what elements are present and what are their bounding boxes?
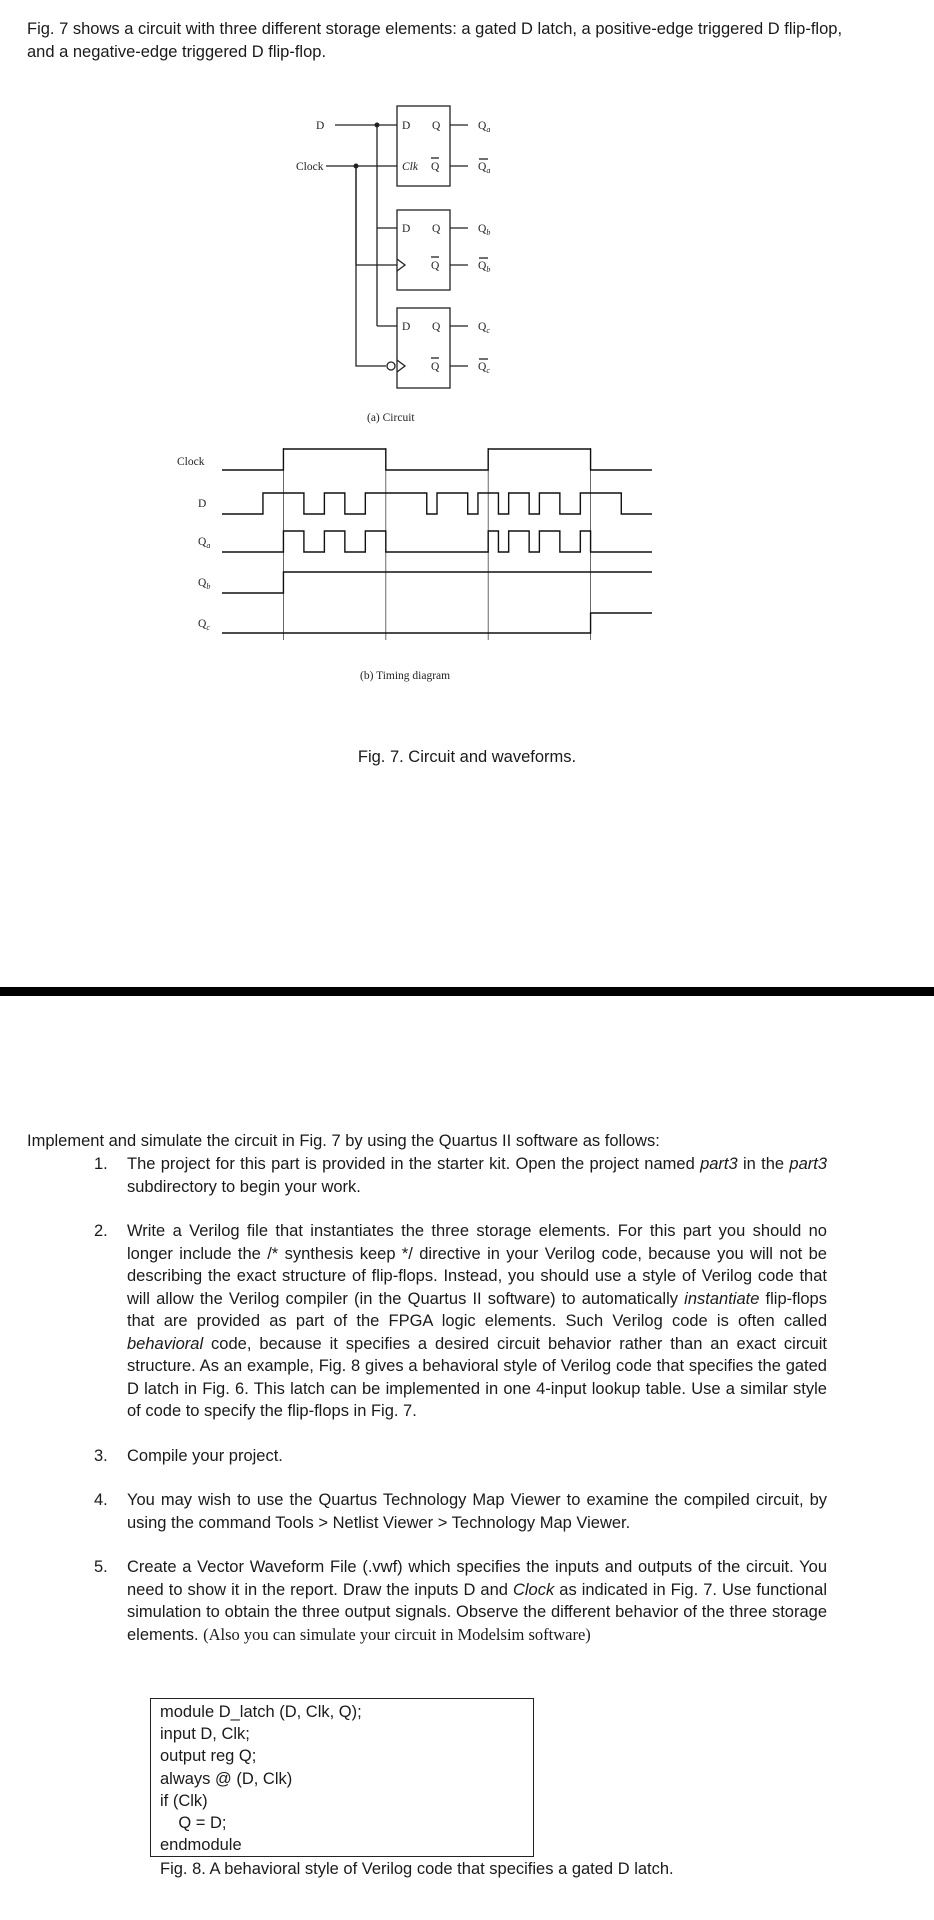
latch-q-pin: Q bbox=[432, 120, 441, 132]
out-qb-label: $Q_b$ bbox=[478, 223, 491, 237]
ff-c-q-pin: Q bbox=[432, 321, 441, 333]
ff-c-d-pin: D bbox=[402, 321, 411, 333]
latch-box bbox=[397, 106, 450, 186]
step-3: 3. Compile your project. bbox=[94, 1446, 283, 1465]
fig8-caption: Fig. 8. A behavioral style of Verilog code that specifies a gated D latch. bbox=[160, 1860, 674, 1878]
step-1: 1. The project for this part is provided in the starter kit. Open the project named part3 in the part3 subdirectory to begin your work. bbox=[94, 1155, 827, 1196]
code-line: input D, Clk; bbox=[160, 1725, 250, 1744]
latch-qbar-pin: Q bbox=[431, 161, 440, 173]
code-line: module D_latch (D, Clk, Q); bbox=[160, 1703, 362, 1721]
timing-label-qa: $Q_a$ bbox=[198, 536, 211, 550]
out-qc-label: $Q_c$ bbox=[478, 321, 490, 335]
intro-paragraph: Fig. 7 shows a circuit with three different storage elements: a gated D latch, a positive-edge triggered D flip-flop, and a negative-edge triggered D flip-flop. bbox=[27, 20, 843, 61]
steps-list bbox=[0, 1153, 934, 1646]
ff-b-d-pin: D bbox=[402, 223, 411, 235]
waveform-d bbox=[222, 493, 652, 514]
ff-c-qbar-pin: Q bbox=[431, 361, 440, 373]
timing-label-d: D bbox=[198, 498, 207, 510]
ff-b-clock-triangle bbox=[397, 259, 405, 271]
circuit-caption: (a) Circuit bbox=[367, 412, 415, 424]
fig7-caption: Fig. 7. Circuit and waveforms. bbox=[357, 748, 577, 766]
code-line: endmodule bbox=[160, 1836, 242, 1855]
out-qc-bar-label: $Q_c$ bbox=[478, 361, 490, 375]
timing-label-qb: $Q_b$ bbox=[198, 577, 211, 591]
waveform-clock bbox=[222, 449, 652, 470]
input-d-label: D bbox=[316, 120, 325, 132]
ff-b-box bbox=[397, 210, 450, 290]
out-qa-label: $Q_a$ bbox=[478, 120, 491, 134]
ff-c-box bbox=[397, 308, 450, 388]
waveform-qb bbox=[222, 572, 652, 593]
input-clock-label: Clock bbox=[296, 161, 324, 173]
code-line: if (Clk) bbox=[160, 1791, 208, 1810]
timing-diagram bbox=[222, 448, 652, 640]
step-2: 2. Write a Verilog file that instantiates the three storage elements. For this part you should no longer include the /* synthesis keep */ directive in your Verilog code, because you will not be describing the exact structure of flip-flops. Instead, you should use a style of Verilog code that will allow the Verilog compiler (in the Quartus II software) to automatically instantiate flip-flops that are provided as part of the FPGA logic elements. Such Verilog code is often called behavioral code, because it specifies a desired circuit behavior rather than an exact circuit structure. As an example, Fig. 8 gives a behavioral style of Verilog code that specifies the gated D latch in Fig. 6. This latch can be implemented in one 4-input lookup table. Use a similar style of code to specify the flip-flops in Fig. 7. bbox=[94, 1222, 827, 1420]
out-qa-bar-label: $Q_a$ bbox=[478, 161, 491, 175]
ff-b-q-pin: Q bbox=[432, 223, 441, 235]
timing-label-qc: $Q_c$ bbox=[198, 618, 210, 632]
verilog-code-box bbox=[150, 1698, 534, 1857]
clock-junction-dot bbox=[354, 164, 359, 169]
ff-b-qbar-pin: Q bbox=[431, 260, 440, 272]
page-divider bbox=[0, 987, 934, 996]
code-line: Q = D; bbox=[160, 1814, 227, 1833]
timing-label-clock: Clock bbox=[177, 456, 205, 468]
instructions-intro: Implement and simulate the circuit in Fig. 7 by using the Quartus II software as follows: bbox=[27, 1132, 660, 1150]
step-5: 5. Create a Vector Waveform File (.vwf) which specifies the inputs and outputs of the circuit. You need to show it in the report. Draw the inputs D and Clock as indicated in Fig. 7. Use functional simulation to obtain the three output signals. Observe the different behavior of the three storage elements. (Also you can simulate your circuit in Modelsim software) bbox=[94, 1558, 827, 1644]
code-line: output reg Q; bbox=[160, 1747, 257, 1766]
circuit-diagram bbox=[0, 0, 934, 700]
timing-caption: (b) Timing diagram bbox=[360, 670, 451, 682]
waveform-qc bbox=[222, 613, 652, 633]
waveform-qa bbox=[222, 531, 652, 552]
ff-c-clock-triangle bbox=[397, 360, 405, 372]
d-junction-dot bbox=[375, 123, 380, 128]
out-qb-bar-label: $Q_b$ bbox=[478, 260, 491, 274]
latch-clk-pin: Clk bbox=[402, 161, 418, 173]
code-line: always @ (D, Clk) bbox=[160, 1769, 293, 1788]
latch-d-pin: D bbox=[402, 120, 411, 132]
ff-c-inversion-bubble bbox=[387, 362, 395, 370]
step-4: 4. You may wish to use the Quartus Technology Map Viewer to examine the compiled circuit, by using the command Tools > Netlist Viewer > Technology Map Viewer. bbox=[94, 1491, 827, 1532]
